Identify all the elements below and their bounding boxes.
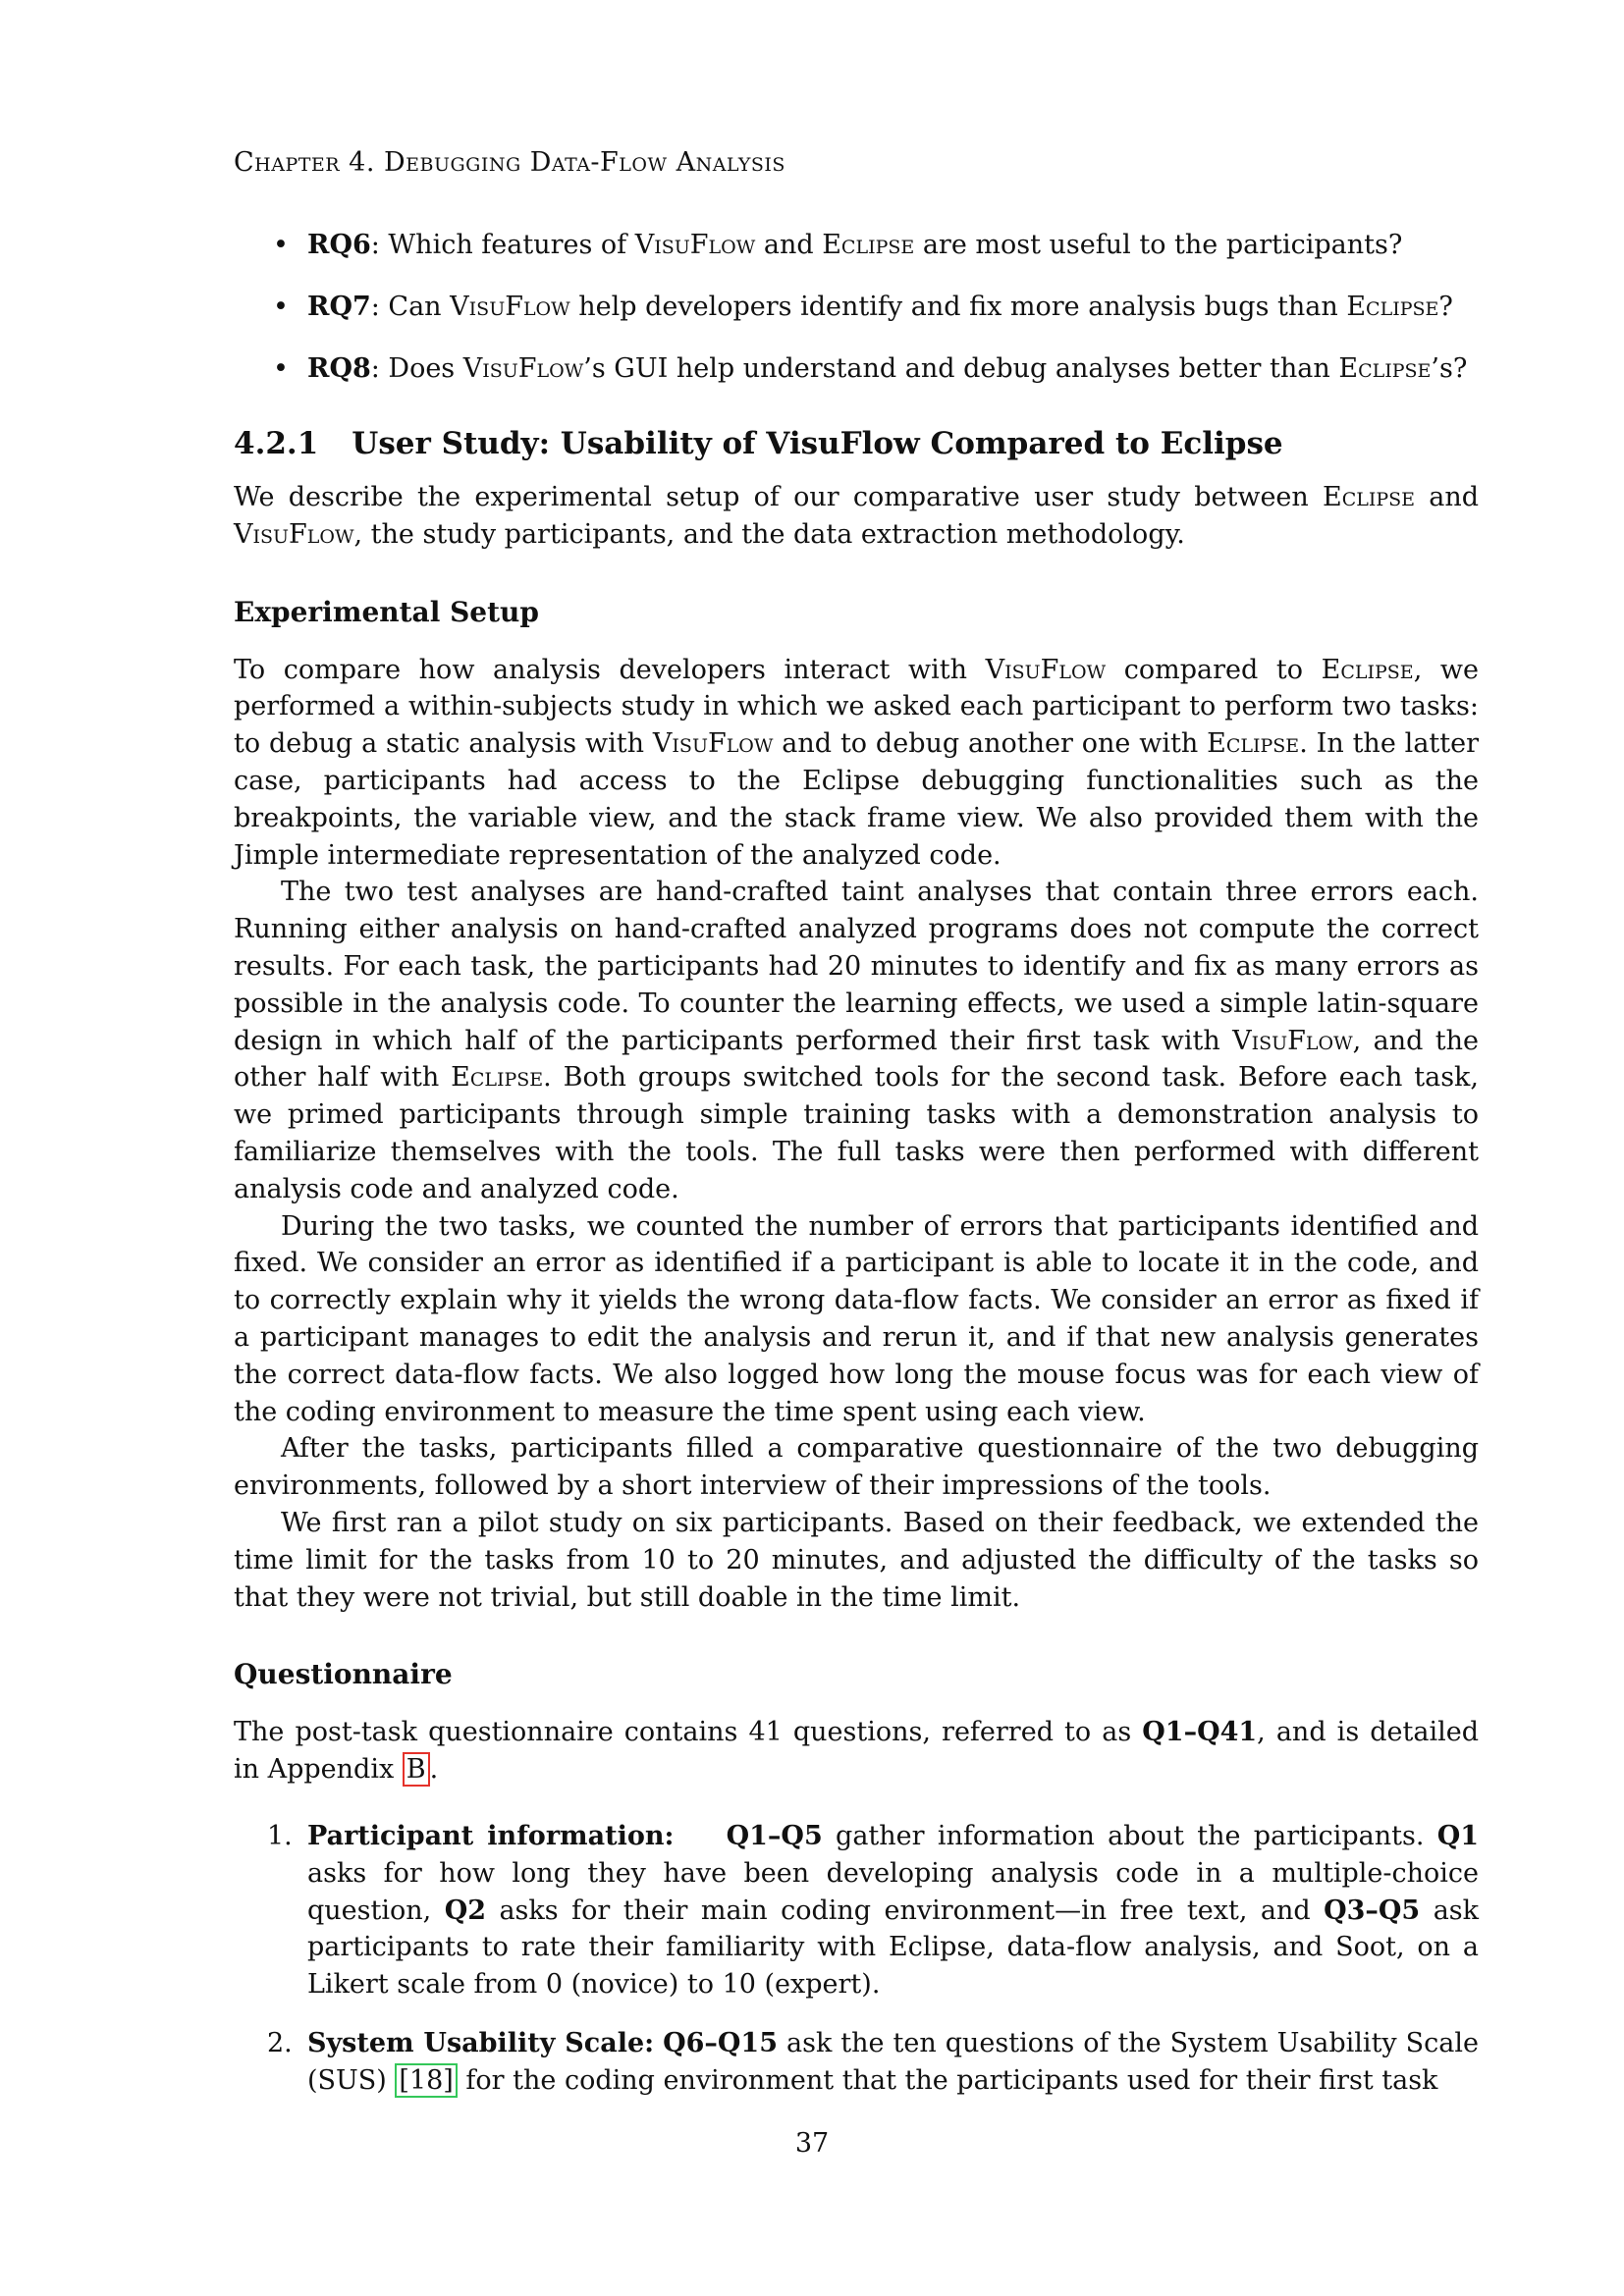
page-number: 37 <box>794 2128 830 2159</box>
research-questions-list <box>234 226 1479 389</box>
page-body <box>234 226 1479 2120</box>
section-intro-paragraph: We describe the experimental setup of our comparative user study between Eclipse and VisuFlow, the study participants, and the data extraction methodology. <box>234 482 1479 550</box>
setup-paragraph-3: During the two tasks, we counted the number of errors that participants identified and fixed. We consider an error as identified if a participant is able to locate it in the code, and to correctly explain why it yields the wrong data-flow facts. We consider an error as fixed if a participant manages to edit the analysis and rerun it, and if that new analysis generates the correct data-flow facts. We also logged how long the mouse focus was for each view of the coding environment to measure the time spent using each view. <box>234 1210 1479 1427</box>
setup-paragraph-5: We first ran a pilot study on six participants. Based on their feedback, we extended the time limit for the tasks from 10 to 20 minutes, and adjusted the difficulty of the tasks so that they were not trivial, but still doable in the time limit. <box>234 1507 1479 1613</box>
appendix-link[interactable]: B <box>403 1752 430 1787</box>
citation-link[interactable]: [18] <box>395 2063 457 2098</box>
questionnaire-item: 2. System Usability Scale: Q6–Q15 ask the ten questions of the System Usability Scale (SUS) [18] for the coding environment that the participants used for their first task <box>267 2027 1479 2096</box>
questionnaire-intro: The post-task questionnaire contains 41 questions, referred to as Q1–Q41, and is detailed in Appendix B . <box>234 1717 1479 1786</box>
experimental-setup-heading: Experimental Setup <box>234 595 539 628</box>
section-heading: 4.2.1 User Study: Usability of VisuFlow Compared to Eclipse <box>234 426 1283 461</box>
questionnaire-heading: Questionnaire <box>234 1658 453 1691</box>
research-question-item: • RQ6: Which features of VisuFlow and Eclipse are most useful to the participants? <box>234 226 1479 265</box>
running-header: Chapter 4. Debugging Data-Flow Analysis <box>234 147 785 178</box>
setup-paragraph-4: After the tasks, participants filled a comparative questionnaire of the two debugging environments, followed by a short interview of their impressions of the tools. <box>234 1433 1479 1502</box>
research-question-item: • RQ8: Does VisuFlow’s GUI help understand and debug analyses better than Eclipse’s? <box>234 349 1479 389</box>
research-question-item: • RQ7: Can VisuFlow help developers identify and fix more analysis bugs than Eclipse? <box>234 288 1479 327</box>
setup-paragraph-2: The two test analyses are hand-crafted taint analyses that contain three errors each. Running either analysis on hand-crafted analyzed programs does not compute the correct results. For each task, the participants had 20 minutes to identify and fix as many errors as possible in the analysis code. To counter the learning effects, we used a simple latin-square design in which half of the participants performed their first task with VisuFlow, and the other half with Eclipse. Both groups switched tools for the second task. Before each task, we primed participants through simple training tasks with a demonstration analysis to familiarize themselves with the tools. The full tasks were then performed with different analysis code and analyzed code. <box>234 877 1480 1204</box>
questionnaire-list <box>234 1818 1479 2100</box>
questionnaire-item: 1. Participant information: Q1–Q5 gather information about the participants. Q1 asks for how long they have been developing analysis code in a multiple-choice question, Q2 asks for their main coding environment—in free text, and Q3–Q5 ask participants to rate their familiarity with Eclipse, data-flow analysis, and Soot, on a Likert scale from 0 (novice) to 10 (expert). <box>267 1820 1480 2001</box>
setup-paragraph-1: To compare how analysis developers interact with VisuFlow compared to Eclipse, we performed a within-subjects study in which we asked each participant to perform two tasks: to debug a static analysis with VisuFlow and to debug another one with Eclipse. In the latter case, participants had access to the Eclipse debugging functionalities such as the breakpoints, the variable view, and the stack frame view. We also provided them with the Jimple intermediate representation of the analyzed code. <box>234 654 1479 871</box>
